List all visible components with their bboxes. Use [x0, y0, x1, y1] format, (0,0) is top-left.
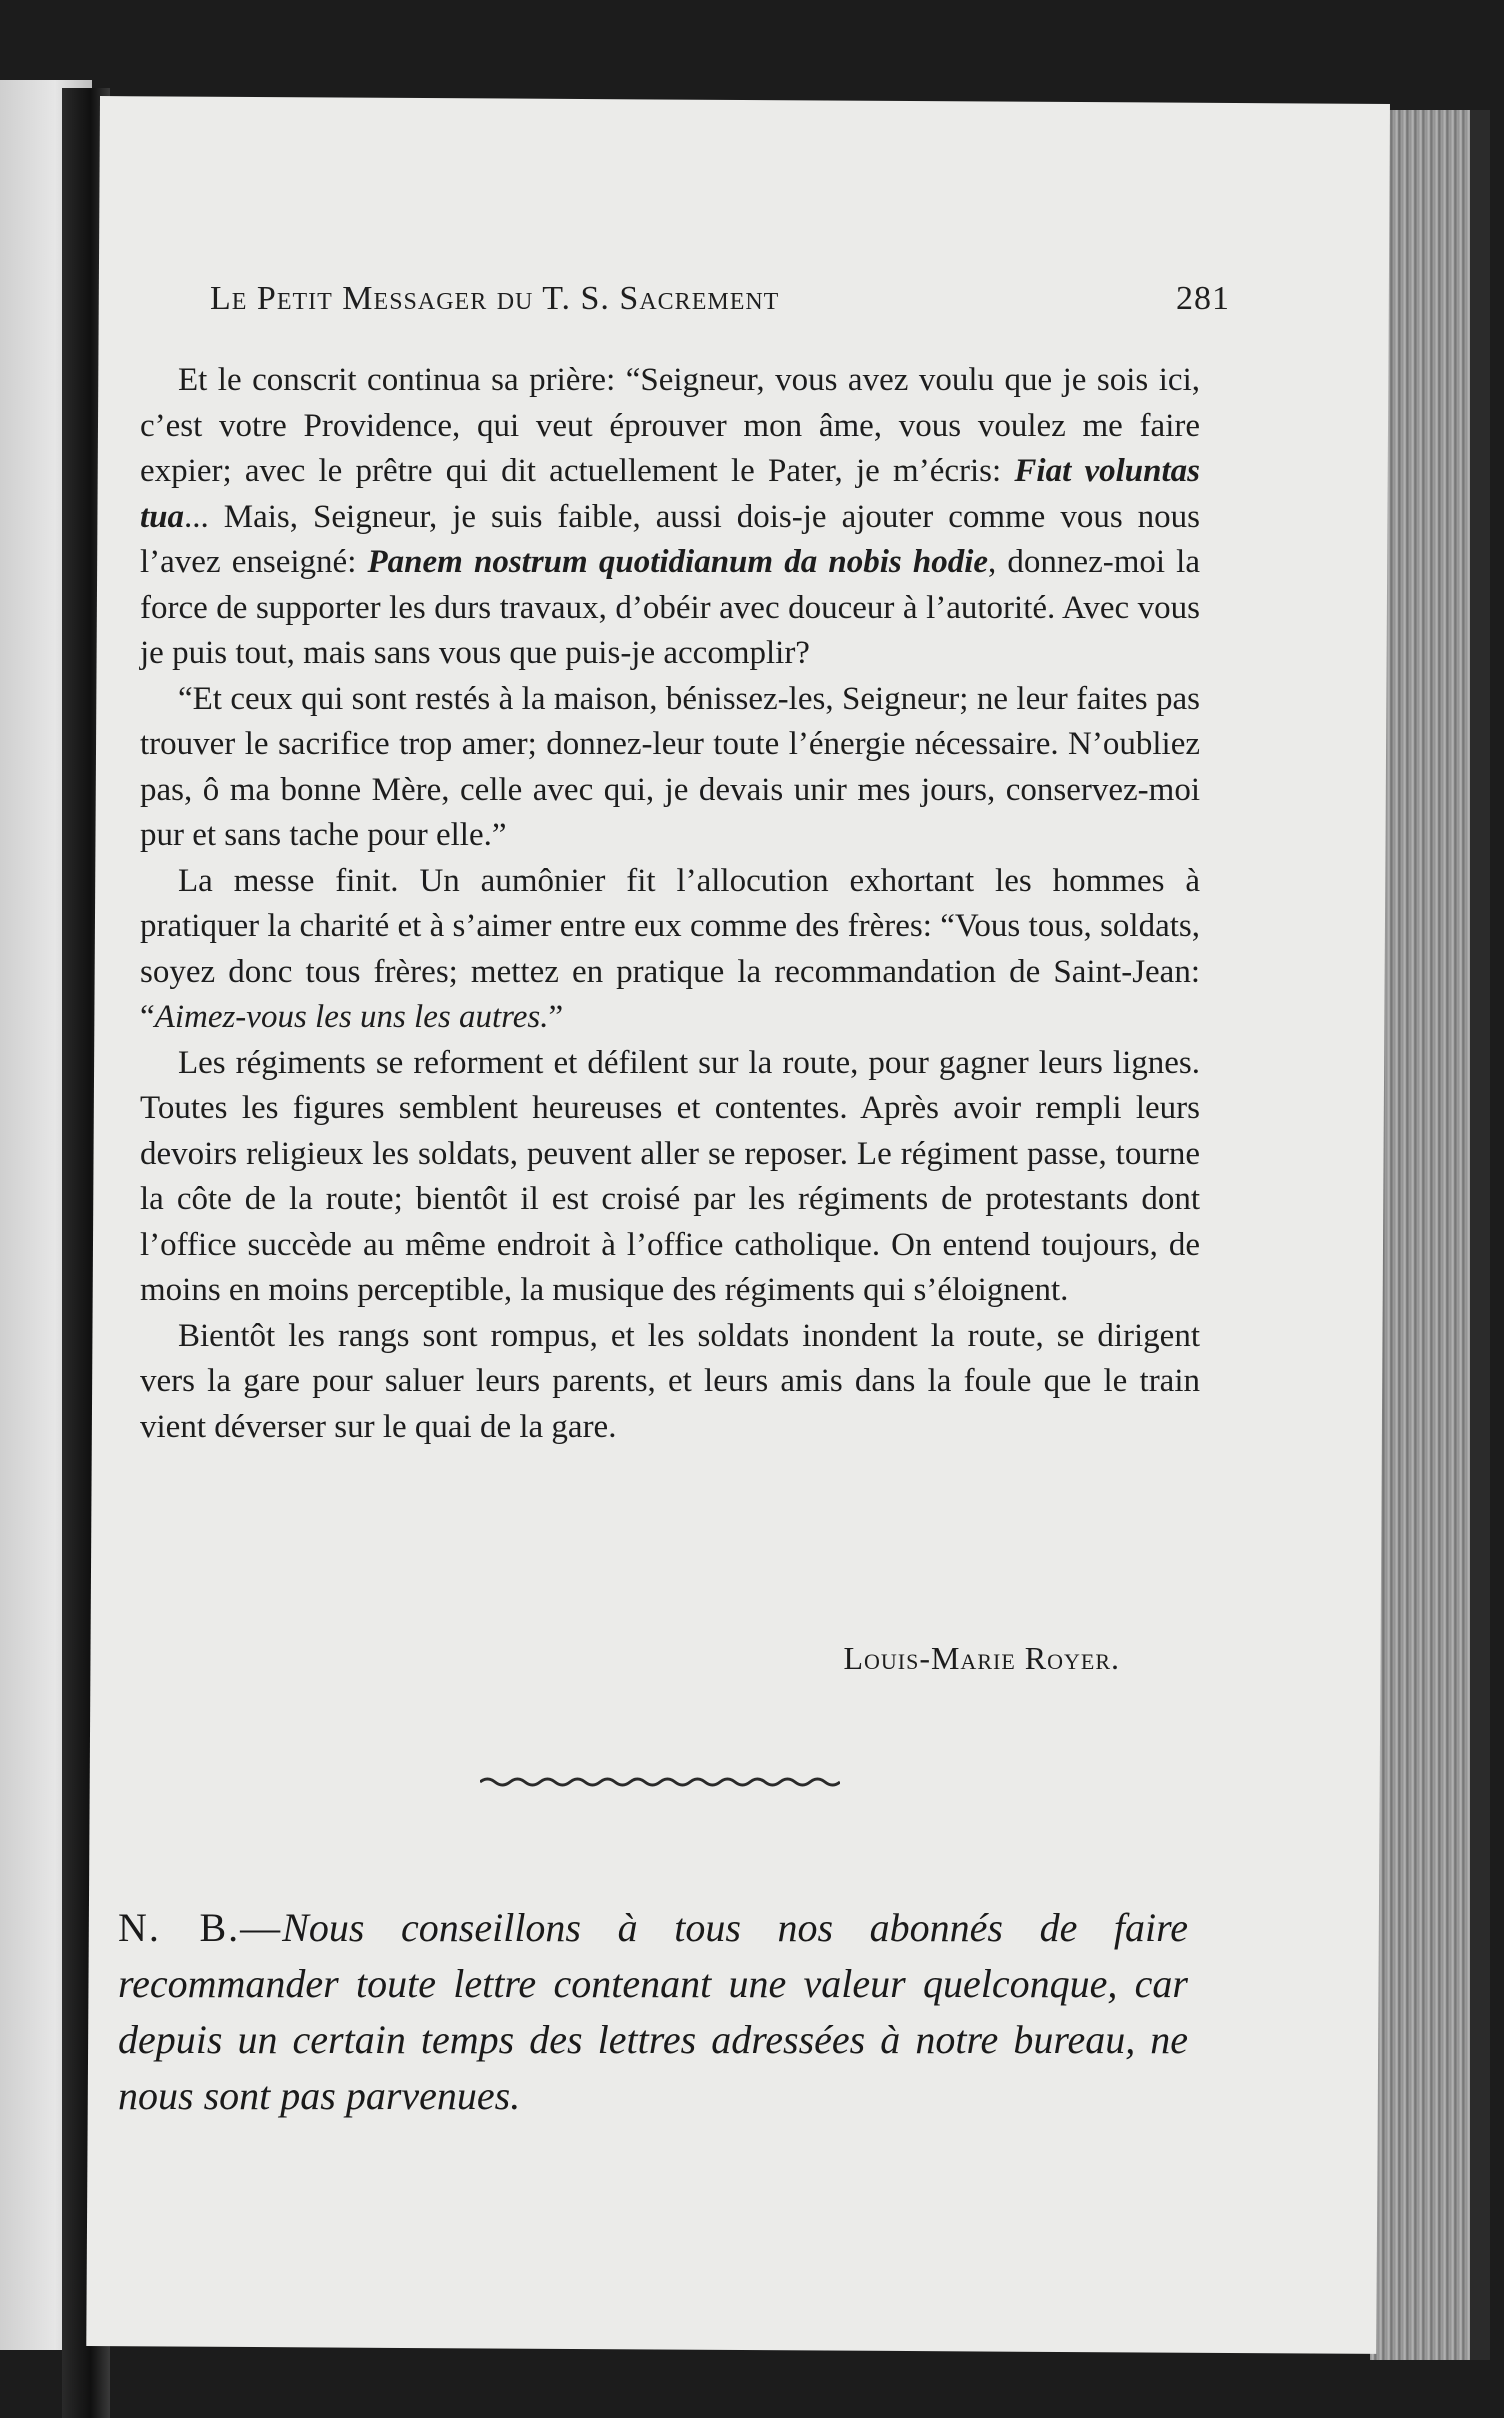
latin-phrase: Fiat voluntas tua: [140, 453, 1200, 535]
paragraph-mass: [140, 859, 1200, 1041]
text-run: ... Mais, Seigneur, je suis faible, aussi dois-je ajouter comme vous nous l’avez enseigné:: [140, 498, 1200, 580]
editor-note: [118, 1900, 1188, 2124]
quotation: Aimez-vous les uns les autres.: [154, 999, 549, 1035]
paragraph-family: “Et ceux qui sont restés à la maison, bénissez-les, Seigneur; ne leur faites pas trouver le sacrifice trop amer; donnez-leur toute l’énergie nécessaire. N’oubliez pas, ô ma bonne Mère, celle avec qui, je devais unir mes jours, conservez-moi pur et sans tache pour elle.”: [140, 680, 1200, 853]
note-label: N. B.—: [118, 1905, 283, 1950]
text-run: , donnez-moi la force de supporter les durs travaux, d’obéir avec douceur à l’autorité. Avec vous je puis tout, mais sans vous que puis-je accomplir?: [140, 544, 1200, 671]
paragraph-regiments: Les régiments se reforment et défilent sur la route, pour gagner leurs lignes. Toutes les figures semblent heureuses et contentes. Après avoir rempli leurs devoirs religieux les soldats, peuvent aller se reposer. Le régiment passe, tourne la côte de la route; bientôt il est croisé par les régiments de protestants dont l’office succède au même endroit à l’office catholique. On entend toujours, de moins en moins perceptible, la musique des régiments qui s’éloignent.: [140, 1044, 1200, 1308]
text-run: Et le conscrit continua sa prière: “Seigneur, vous avez voulu que je sois ici, c’est votre Providence, qui veut éprouver mon âme, vous voulez me faire expier; avec le prêtre qui dit actuellement le Pater, je m’écris:: [140, 362, 1200, 489]
note-text: Nous conseillons à tous nos abonnés de faire recommander toute lettre contenant une valeur quelconque, car depuis un certain temps des lettres adressées à notre bureau, ne nous sont pas parvenues.: [118, 1905, 1188, 2118]
author-signature: Louis-Marie Royer.: [843, 1640, 1120, 1676]
paragraph-prayer: [140, 358, 1200, 677]
article-body: [140, 358, 1200, 1450]
wavy-divider: [480, 1772, 840, 1792]
latin-phrase: Panem nostrum quotidianum da nobis hodie: [367, 544, 989, 580]
text-run: ”: [548, 999, 564, 1035]
page-number: 281: [1176, 280, 1230, 317]
text-run: La messe finit. Un aumônier fit l’allocution exhortant les hommes à pratiquer la charité et à s’aimer entre eux comme des frères: “Vous tous, soldats, soyez donc tous frères; mettez en pratique la recommandation de Saint-Jean: “: [140, 862, 1200, 1035]
edge-shadow: [1470, 110, 1490, 2360]
journal-title: Le Petit Messager du T. S. Sacrement: [210, 280, 780, 317]
paragraph-station: Bientôt les rangs sont rompus, et les soldats inondent la route, se dirigent vers la gare pour saluer leurs parents, et leurs amis dans la foule que le train vient déverser sur le quai de la gare.: [140, 1317, 1200, 1445]
page-stack-edge: [1370, 110, 1490, 2360]
running-header: [210, 280, 1230, 336]
